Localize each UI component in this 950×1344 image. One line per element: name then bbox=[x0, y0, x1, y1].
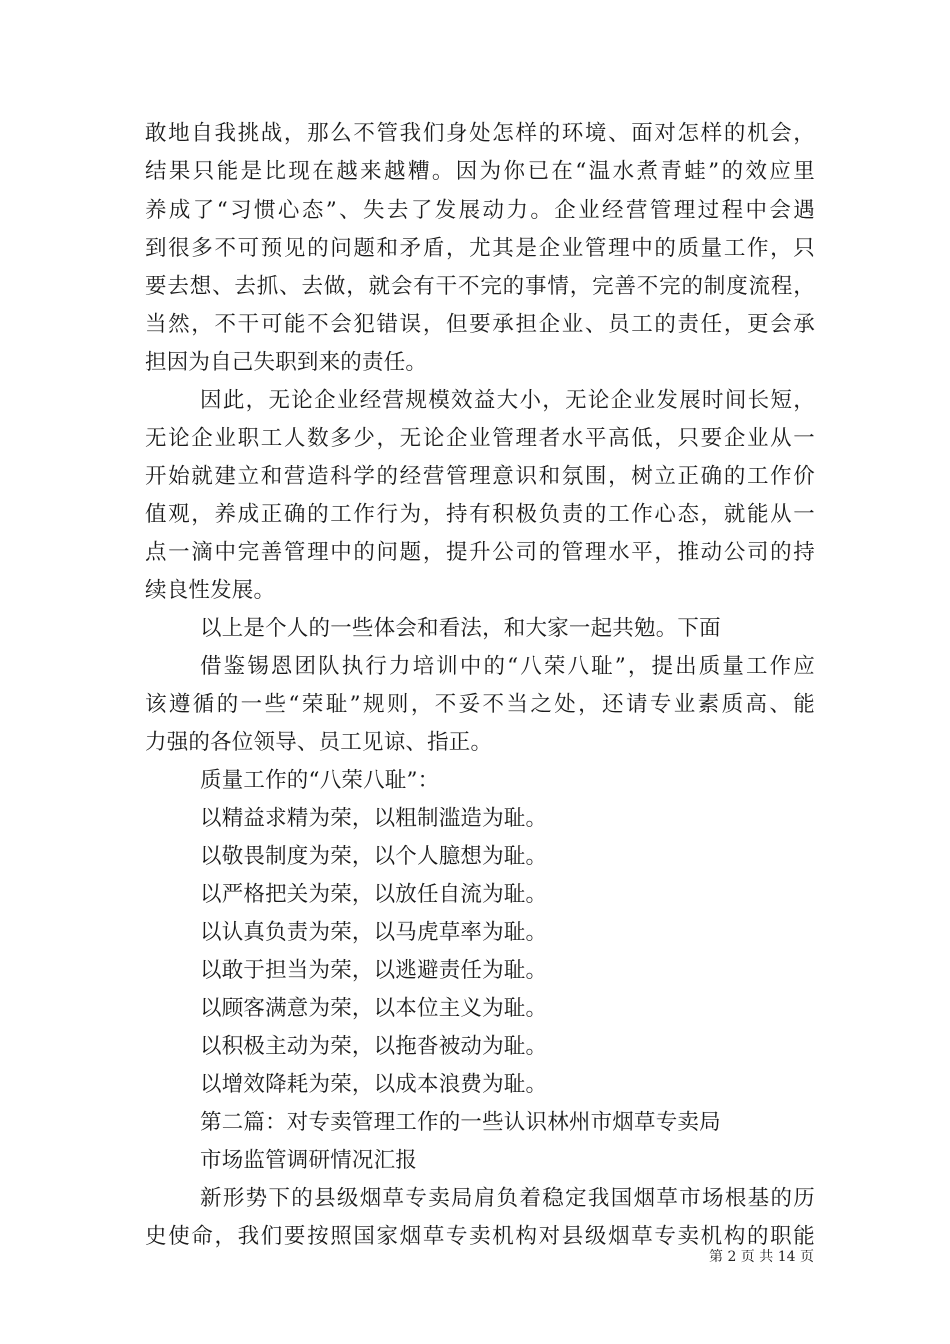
paragraph-line: 力强的各位领导、员工见谅、指正。 bbox=[145, 730, 493, 755]
section-subtitle: 市场监管调研情况汇报 bbox=[200, 1148, 418, 1173]
list-item: 以精益求精为荣，以粗制滥造为耻。 bbox=[200, 806, 548, 831]
paragraph-line: 开始就建立和营造科学的经营管理意识和氛围，树立正确的工作价 bbox=[145, 464, 815, 489]
list-heading: 质量工作的“八荣八耻”： bbox=[200, 768, 440, 793]
paragraph-line: 点一滴中完善管理中的问题，提升公司的管理水平，推动公司的持 bbox=[145, 540, 815, 565]
list-item: 以认真负责为荣，以马虎草率为耻。 bbox=[200, 920, 548, 945]
page-number: 第 2 页 共 14 页 bbox=[709, 1249, 814, 1265]
paragraph-line: 新形势下的县级烟草专卖局肩负着稳定我国烟草市场根基的历 bbox=[200, 1186, 815, 1211]
paragraph-line: 续良性发展。 bbox=[145, 578, 276, 603]
list-item: 以敢于担当为荣，以逃避责任为耻。 bbox=[200, 958, 548, 983]
paragraph-line: 到很多不可预见的问题和矛盾，尤其是企业管理中的质量工作，只 bbox=[145, 236, 815, 261]
paragraph-line: 史使命，我们要按照国家烟草专卖机构对县级烟草专卖机构的职能 bbox=[145, 1224, 815, 1249]
list-item: 以增效降耗为荣，以成本浪费为耻。 bbox=[200, 1072, 548, 1097]
paragraph-line: 该遵循的一些“荣耻”规则，不妥不当之处，还请专业素质高、能 bbox=[145, 692, 815, 717]
list-item: 以严格把关为荣，以放任自流为耻。 bbox=[200, 882, 548, 907]
paragraph-line: 担因为自己失职到来的责任。 bbox=[145, 350, 428, 375]
paragraph-line: 以上是个人的一些体会和看法，和大家一起共勉。下面 bbox=[200, 616, 721, 641]
paragraph-line: 结果只能是比现在越来越糟。因为你已在“温水煮青蛙”的效应里 bbox=[145, 159, 815, 184]
list-item: 以敬畏制度为荣，以个人臆想为耻。 bbox=[200, 844, 548, 869]
list-item: 以积极主动为荣，以拖沓被动为耻。 bbox=[200, 1034, 548, 1059]
paragraph-line: 当然，不干可能不会犯错误，但要承担企业、员工的责任，更会承 bbox=[145, 312, 815, 337]
paragraph-line: 借鉴锡恩团队执行力培训中的“八荣八耻”，提出质量工作应 bbox=[200, 654, 815, 679]
paragraph-line: 要去想、去抓、去做，就会有干不完的事情，完善不完的制度流程， bbox=[145, 274, 815, 299]
list-item: 以顾客满意为荣，以本位主义为耻。 bbox=[200, 996, 548, 1021]
paragraph-line: 养成了“习惯心态”、失去了发展动力。企业经营管理过程中会遇 bbox=[145, 198, 815, 223]
paragraph-line: 因此，无论企业经营规模效益大小，无论企业发展时间长短， bbox=[200, 388, 815, 413]
paragraph-line: 敢地自我挑战，那么不管我们身处怎样的环境、面对怎样的机会， bbox=[145, 121, 815, 146]
section-title: 第二篇：对专卖管理工作的一些认识林州市烟草专卖局 bbox=[200, 1110, 721, 1135]
paragraph-line: 无论企业职工人数多少，无论企业管理者水平高低，只要企业从一 bbox=[145, 426, 815, 451]
paragraph-line: 值观，养成正确的工作行为，持有积极负责的工作心态，就能从一 bbox=[145, 502, 815, 527]
